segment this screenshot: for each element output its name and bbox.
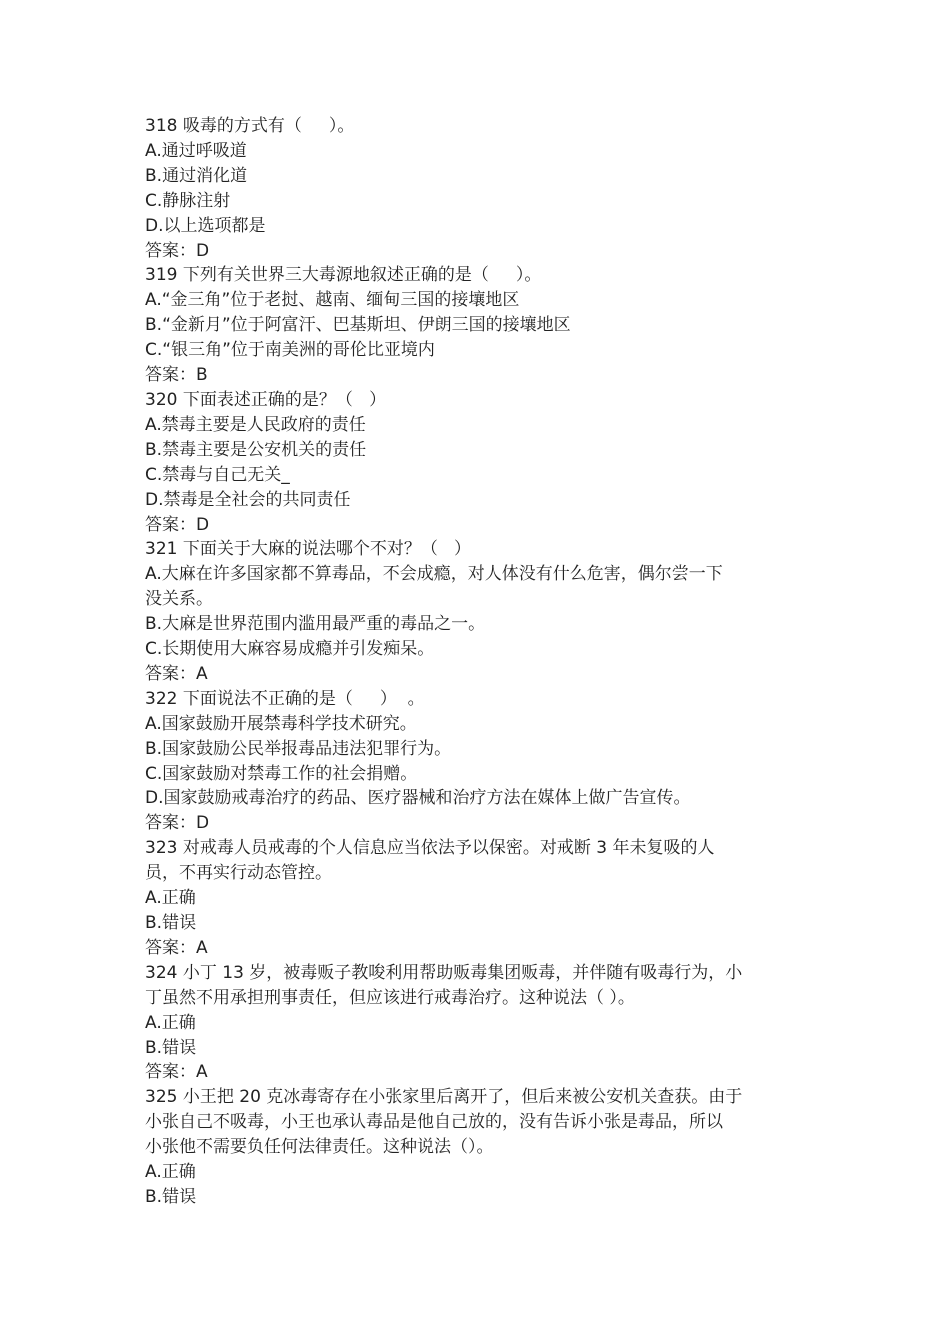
question-text: 322 下面说法不正确的是（ ） 。 xyxy=(145,688,425,709)
option-text: B.错误 xyxy=(145,913,197,933)
question-text: 323 对戒毒人员戒毒的个人信息应当依法予以保密。对戒断 3 年未复吸的人 xyxy=(145,838,715,859)
option-text: A.禁毒主要是人民政府的责任 xyxy=(145,414,366,435)
option-text: C.国家鼓励对禁毒工作的社会捐赠。 xyxy=(145,763,418,784)
option-text: C.静脉注射 xyxy=(145,190,231,211)
question-text: 丁虽然不用承担刑事责任，但应该进行戒毒治疗。这种说法（ ）。 xyxy=(145,987,635,1008)
option-text: A.国家鼓励开展禁毒科学技术研究。 xyxy=(145,713,417,734)
answer-text: 答案：D xyxy=(145,240,210,261)
question-text: 小张他不需要负任何法律责任。这种说法（）。 xyxy=(145,1137,494,1158)
option-text: C.禁毒与自己无关_ xyxy=(145,464,290,485)
answer-text: 答案：D xyxy=(145,813,210,834)
option-text: A.正确 xyxy=(145,888,196,909)
option-text: B.国家鼓励公民举报毒品违法犯罪行为。 xyxy=(145,738,452,759)
question-text: 321 下面关于大麻的说法哪个不对？（ ） xyxy=(145,539,472,560)
question-text: 320 下面表述正确的是？（ ） xyxy=(145,389,387,410)
option-text: D.以上选项都是 xyxy=(145,215,266,236)
option-text: B.大麻是世界范围内滥用最严重的毒品之一。 xyxy=(145,614,486,635)
option-text: B.禁毒主要是公安机关的责任 xyxy=(145,439,367,460)
option-text: A.大麻在许多国家都不算毒品，不会成瘾，对人体没有什么危害，偶尔尝一下 xyxy=(145,564,723,585)
answer-text: 答案：A xyxy=(145,1062,208,1083)
option-text: D.禁毒是全社会的共同责任 xyxy=(145,489,351,510)
question-text: 319 下列有关世界三大毒源地叙述正确的是（ ）。 xyxy=(145,265,542,286)
option-text: A.“金三角”位于老挝、越南、缅甸三国的接壤地区 xyxy=(145,290,520,311)
question-text: 324 小丁 13 岁，被毒贩子教唆利用帮助贩毒集团贩毒，并伴随有吸毒行为，小 xyxy=(145,962,743,983)
option-text: B.错误 xyxy=(145,1186,197,1207)
option-text: B.通过消化道 xyxy=(145,165,248,186)
option-text: B.错误 xyxy=(145,1037,197,1058)
option-text: A.正确 xyxy=(145,1012,196,1033)
option-text: A.通过呼吸道 xyxy=(145,140,247,161)
option-text: C.长期使用大麻容易成瘾并引发痴呆。 xyxy=(145,639,435,660)
answer-text: 答案：D xyxy=(145,514,210,535)
option-text: D.国家鼓励戒毒治疗的药品、医疗器械和治疗方法在媒体上做广告宣传。 xyxy=(145,788,691,809)
question-text: 325 小王把 20 克冰毒寄存在小张家里后离开了，但后来被公安机关查获。由于 xyxy=(145,1087,743,1108)
option-text: C.“银三角”位于南美洲的哥伦比亚境内 xyxy=(145,340,435,361)
option-text: A.正确 xyxy=(145,1162,196,1183)
question-list xyxy=(145,114,810,1210)
option-text: 没关系。 xyxy=(145,589,213,610)
option-text: B.“金新月”位于阿富汗、巴基斯坦、伊朗三国的接壤地区 xyxy=(145,315,571,336)
question-text: 小张自己不吸毒，小王也承认毒品是他自己放的，没有告诉小张是毒品，所以 xyxy=(145,1112,723,1133)
answer-text: 答案：A xyxy=(145,663,208,684)
answer-text: 答案：B xyxy=(145,365,208,386)
answer-text: 答案：A xyxy=(145,937,208,958)
question-text: 318 吸毒的方式有（ ）。 xyxy=(145,116,355,136)
question-text: 员，不再实行动态管控。 xyxy=(145,863,332,884)
